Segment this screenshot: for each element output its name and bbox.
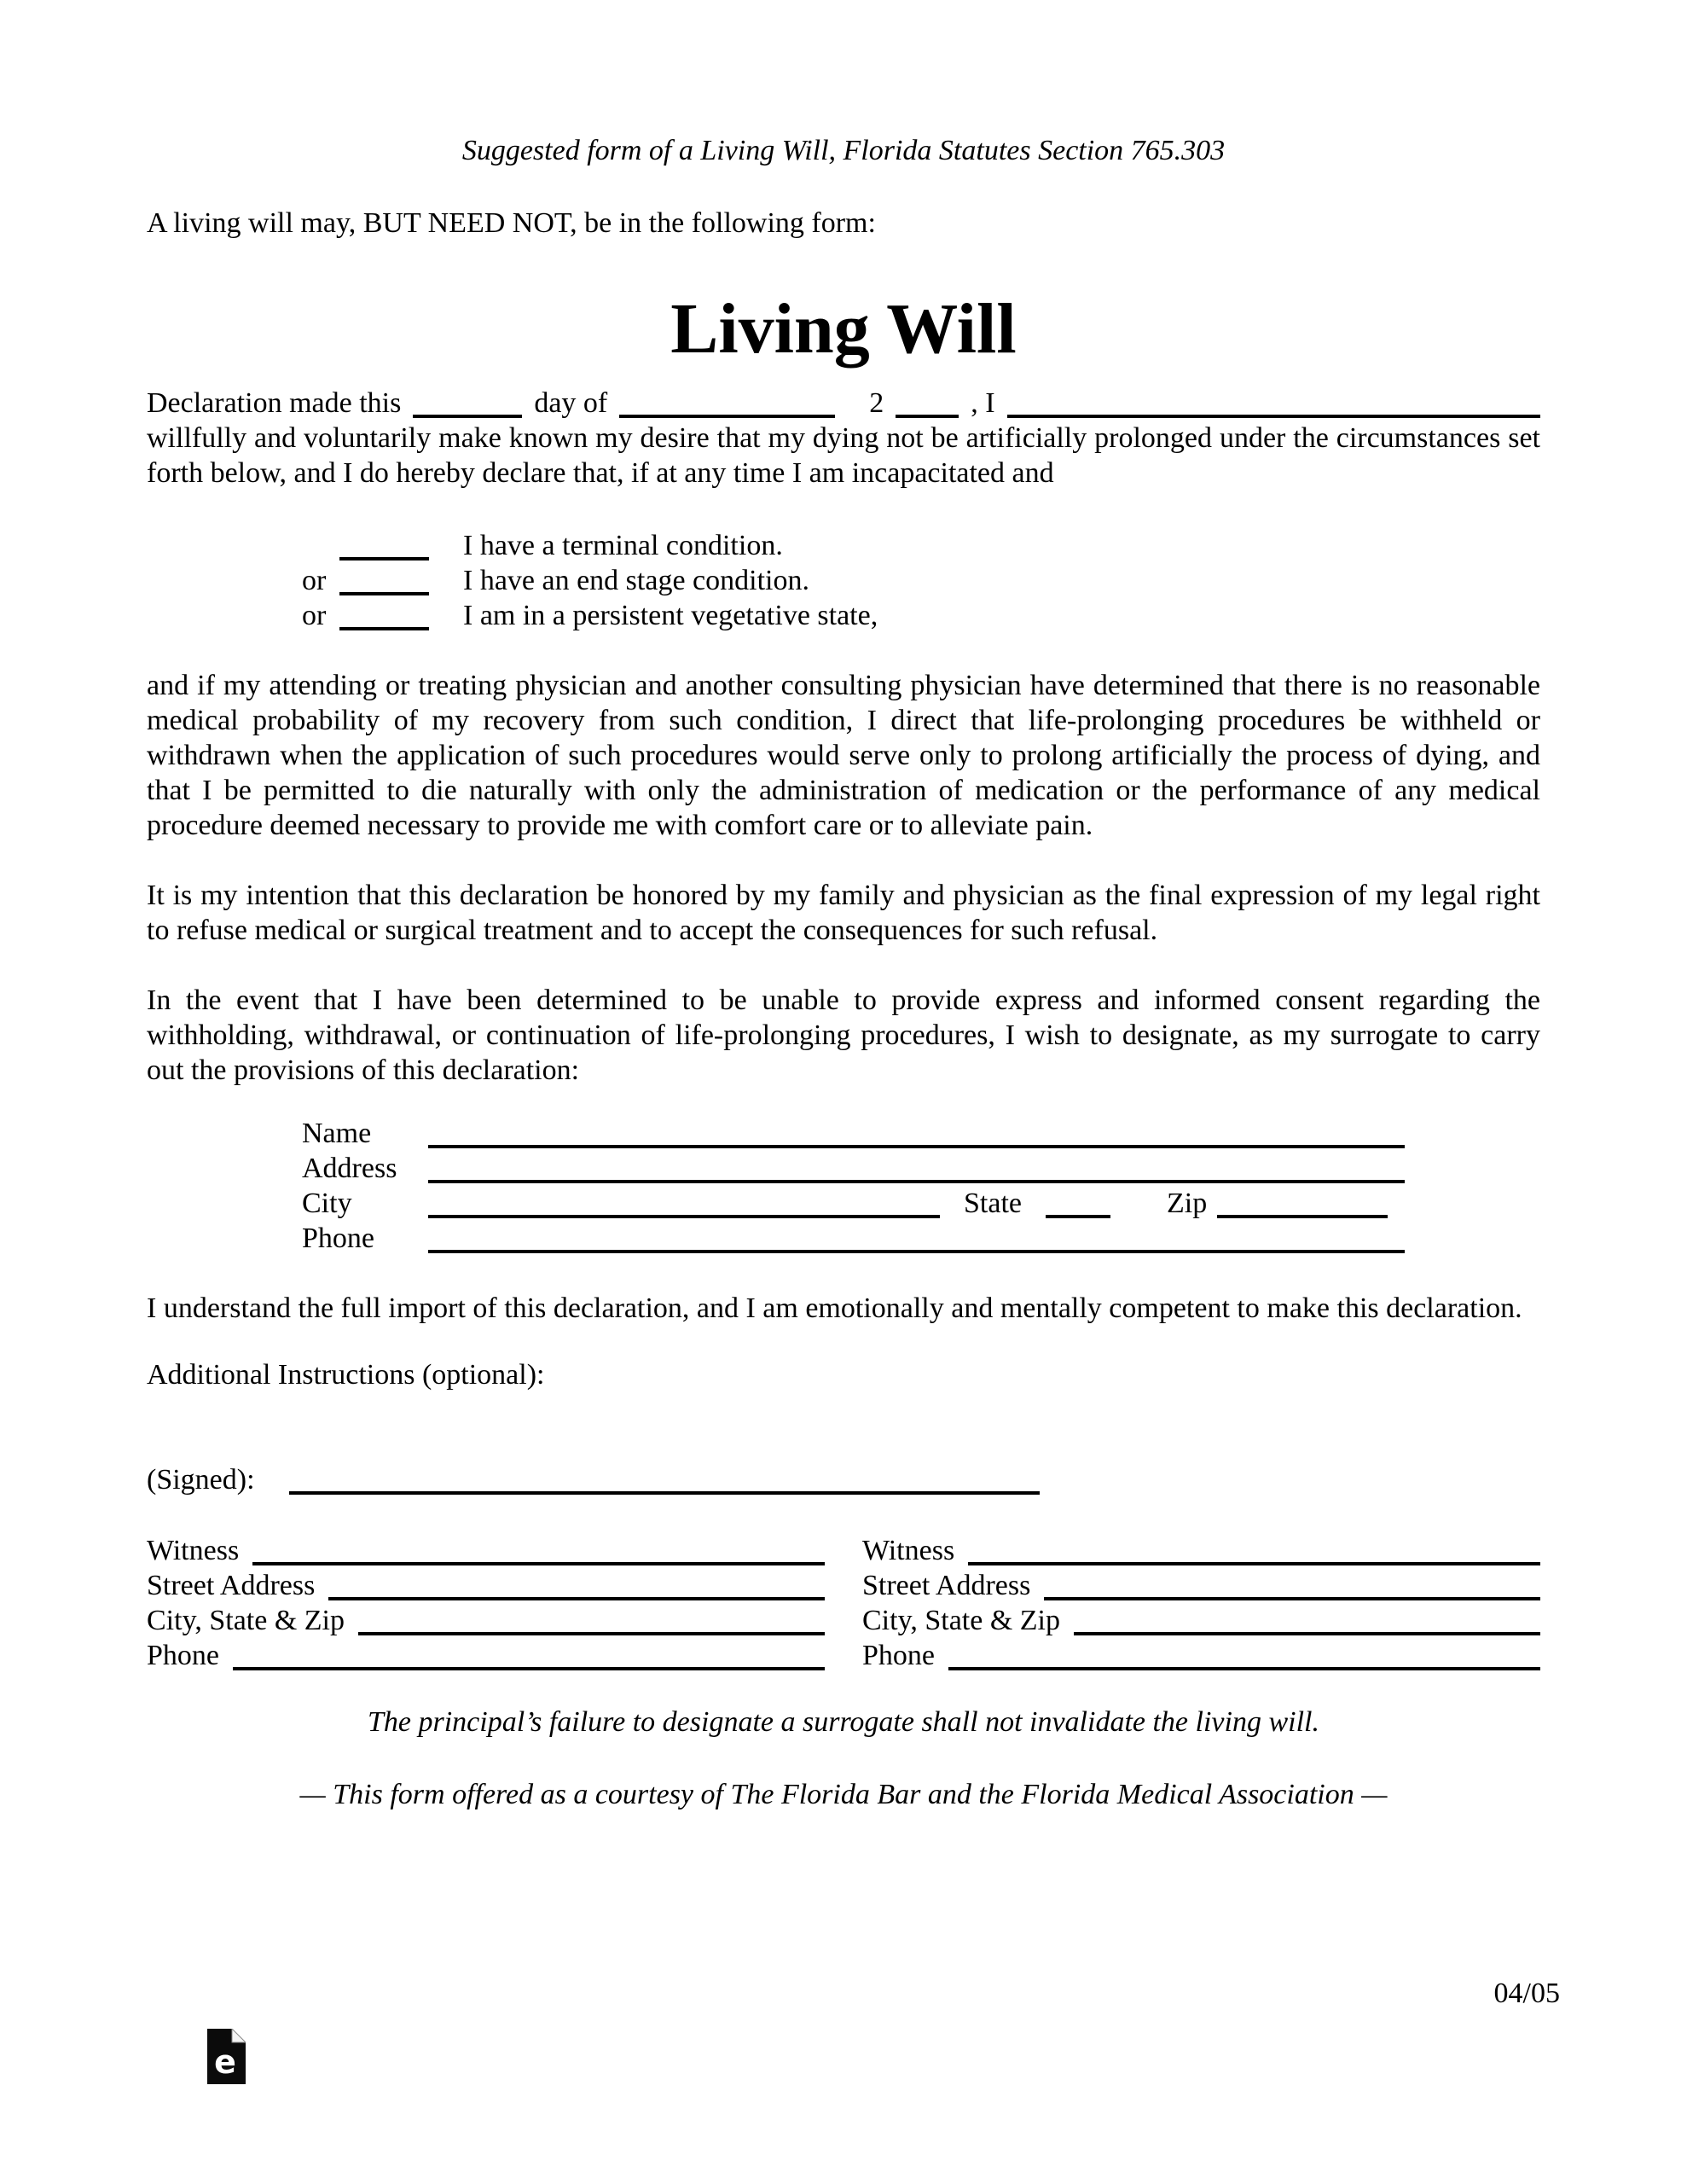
surrogate-name-label: Name [302, 1118, 372, 1149]
conditions-block [147, 528, 1540, 633]
witness1-street-row [147, 1568, 825, 1603]
condition-or-label: or [302, 565, 327, 596]
blank-declarant-name[interactable] [1007, 415, 1540, 418]
witness2-city-state-zip-label: City, State & Zip [862, 1605, 1061, 1636]
additional-instructions-label: Additional Instructions (optional): [147, 1359, 545, 1391]
surrogate-address-row [302, 1151, 1540, 1186]
blank-witness1-street[interactable] [328, 1597, 825, 1600]
blank-witness1-phone[interactable] [233, 1667, 825, 1670]
witness1-phone-label: Phone [147, 1640, 219, 1671]
blank-surrogate-name[interactable] [428, 1145, 1405, 1148]
blank-surrogate-state[interactable] [1046, 1215, 1110, 1218]
blank-witness2-street[interactable] [1044, 1597, 1540, 1600]
surrogate-address-label: Address [302, 1153, 397, 1184]
blank-vegetative-state[interactable] [339, 627, 429, 630]
declaration-lead-text: Declaration made this [147, 387, 402, 419]
witness1-street-label: Street Address [147, 1570, 316, 1601]
condition-end-stage-label: I have an end stage condition. [463, 565, 809, 596]
blank-witness2-city-state-zip[interactable] [1074, 1632, 1540, 1635]
signed-row [147, 1462, 1540, 1497]
witness1-city-state-zip-label: City, State & Zip [147, 1605, 345, 1636]
surrogate-city-state-zip-row [302, 1186, 1540, 1221]
declaration-day-of-text: day of [534, 387, 608, 419]
paragraph-physicians: and if my attending or treating physician and another consulting physician have determined that there is no reasonable medical probability of my recovery from such condition, I direct that life-prolonging procedures be withheld or withdrawn when the application of such procedures would serve only to prolong artificially the process of dying, and that I be permitted to die naturally with only the administration of medication or the performance of any medical procedure deemed necessary to provide me with comfort care or to alleviate pain. [147, 670, 1540, 841]
condition-or-label: or [302, 600, 327, 631]
witness2-street-label: Street Address [862, 1570, 1031, 1601]
version-label: 04/05 [1493, 1978, 1560, 2009]
declaration-line [147, 386, 1540, 421]
footer-note-courtesy: — This form offered as a courtesy of The Florida Bar and the Florida Medical Association — [299, 1779, 1388, 1810]
surrogate-state-label: State [964, 1188, 1022, 1219]
blank-surrogate-phone[interactable] [428, 1250, 1405, 1253]
witness-column-1 [147, 1533, 825, 1673]
blank-day-number[interactable] [413, 415, 522, 418]
witness2-street-row [862, 1568, 1540, 1603]
witness-column-2 [862, 1533, 1540, 1673]
declaration-comma-i-text: , I [971, 387, 995, 419]
surrogate-phone-row [302, 1221, 1540, 1256]
surrogate-fields-block [147, 1116, 1540, 1256]
declaration-block [147, 386, 1540, 491]
condition-row-terminal [302, 528, 1540, 563]
witness2-city-state-zip-row [862, 1603, 1540, 1638]
witness1-phone-row [147, 1638, 825, 1673]
blank-witness1-city-state-zip[interactable] [358, 1632, 825, 1635]
document-page-icon [207, 2029, 246, 2084]
signed-label: (Signed): [147, 1464, 255, 1496]
condition-row-end-stage [302, 563, 1540, 598]
logo-letter: e [214, 2043, 236, 2081]
surrogate-city-label: City [302, 1188, 352, 1219]
condition-terminal-label: I have a terminal condition. [463, 530, 783, 561]
footer-note-surrogate: The principal’s failure to designate a surrogate shall not invalidate the living will. [368, 1706, 1319, 1738]
surrogate-name-row [302, 1116, 1540, 1151]
blank-year[interactable] [896, 415, 959, 418]
paragraph-intention: It is my intention that this declaration be honored by my family and physician as the final expression of my legal right to refuse medical or surgical treatment and to accept the consequences for such refusal. [147, 880, 1540, 946]
witness2-phone-label: Phone [862, 1640, 935, 1671]
paragraph-surrogate-designation: In the event that I have been determined to be unable to provide express and informed consent regarding the withholding, withdrawal, or continuation of life-prolonging procedures, I wish to designate, as my surrogate to carry out the provisions of this declaration: [147, 985, 1540, 1086]
blank-month[interactable] [619, 415, 835, 418]
blank-surrogate-address[interactable] [428, 1180, 1405, 1183]
blank-surrogate-zip[interactable] [1217, 1215, 1388, 1218]
doc-subtitle: Suggested form of a Living Will, Florida Statutes Section 765.303 [461, 135, 1226, 166]
blank-witness2-name[interactable] [968, 1562, 1540, 1565]
blank-signature[interactable] [289, 1491, 1040, 1495]
blank-witness2-phone[interactable] [948, 1667, 1540, 1670]
doc-title: Living Will [670, 289, 1017, 369]
intro-line: A living will may, BUT NEED NOT, be in the following form: [147, 207, 876, 239]
condition-vegetative-label: I am in a persistent vegetative state, [463, 600, 878, 631]
declaration-continuation: willfully and voluntarily make known my desire that my dying not be artificially prolonged under the circumstances set forth below, and I do hereby declare that, if at any time I am incapacitated and [147, 422, 1540, 489]
blank-witness1-name[interactable] [252, 1562, 825, 1565]
eforms-logo-icon [207, 2029, 246, 2084]
witness1-city-state-zip-row [147, 1603, 825, 1638]
surrogate-zip-label: Zip [1166, 1188, 1208, 1219]
witness2-phone-row [862, 1638, 1540, 1673]
paragraph-competence: I understand the full import of this declaration, and I am emotionally and mentally competent to make this declaration. [147, 1292, 1522, 1324]
condition-row-vegetative [302, 598, 1540, 633]
declaration-year-digit: 2 [869, 387, 884, 419]
witness2-name-row [862, 1533, 1540, 1568]
witness2-label: Witness [862, 1535, 955, 1566]
blank-end-stage-condition[interactable] [339, 592, 429, 595]
blank-surrogate-city[interactable] [428, 1215, 940, 1218]
witness1-name-row [147, 1533, 825, 1568]
witness1-label: Witness [147, 1535, 240, 1566]
witness-section [147, 1533, 1540, 1673]
blank-terminal-condition[interactable] [339, 557, 429, 561]
surrogate-phone-label: Phone [302, 1223, 374, 1254]
